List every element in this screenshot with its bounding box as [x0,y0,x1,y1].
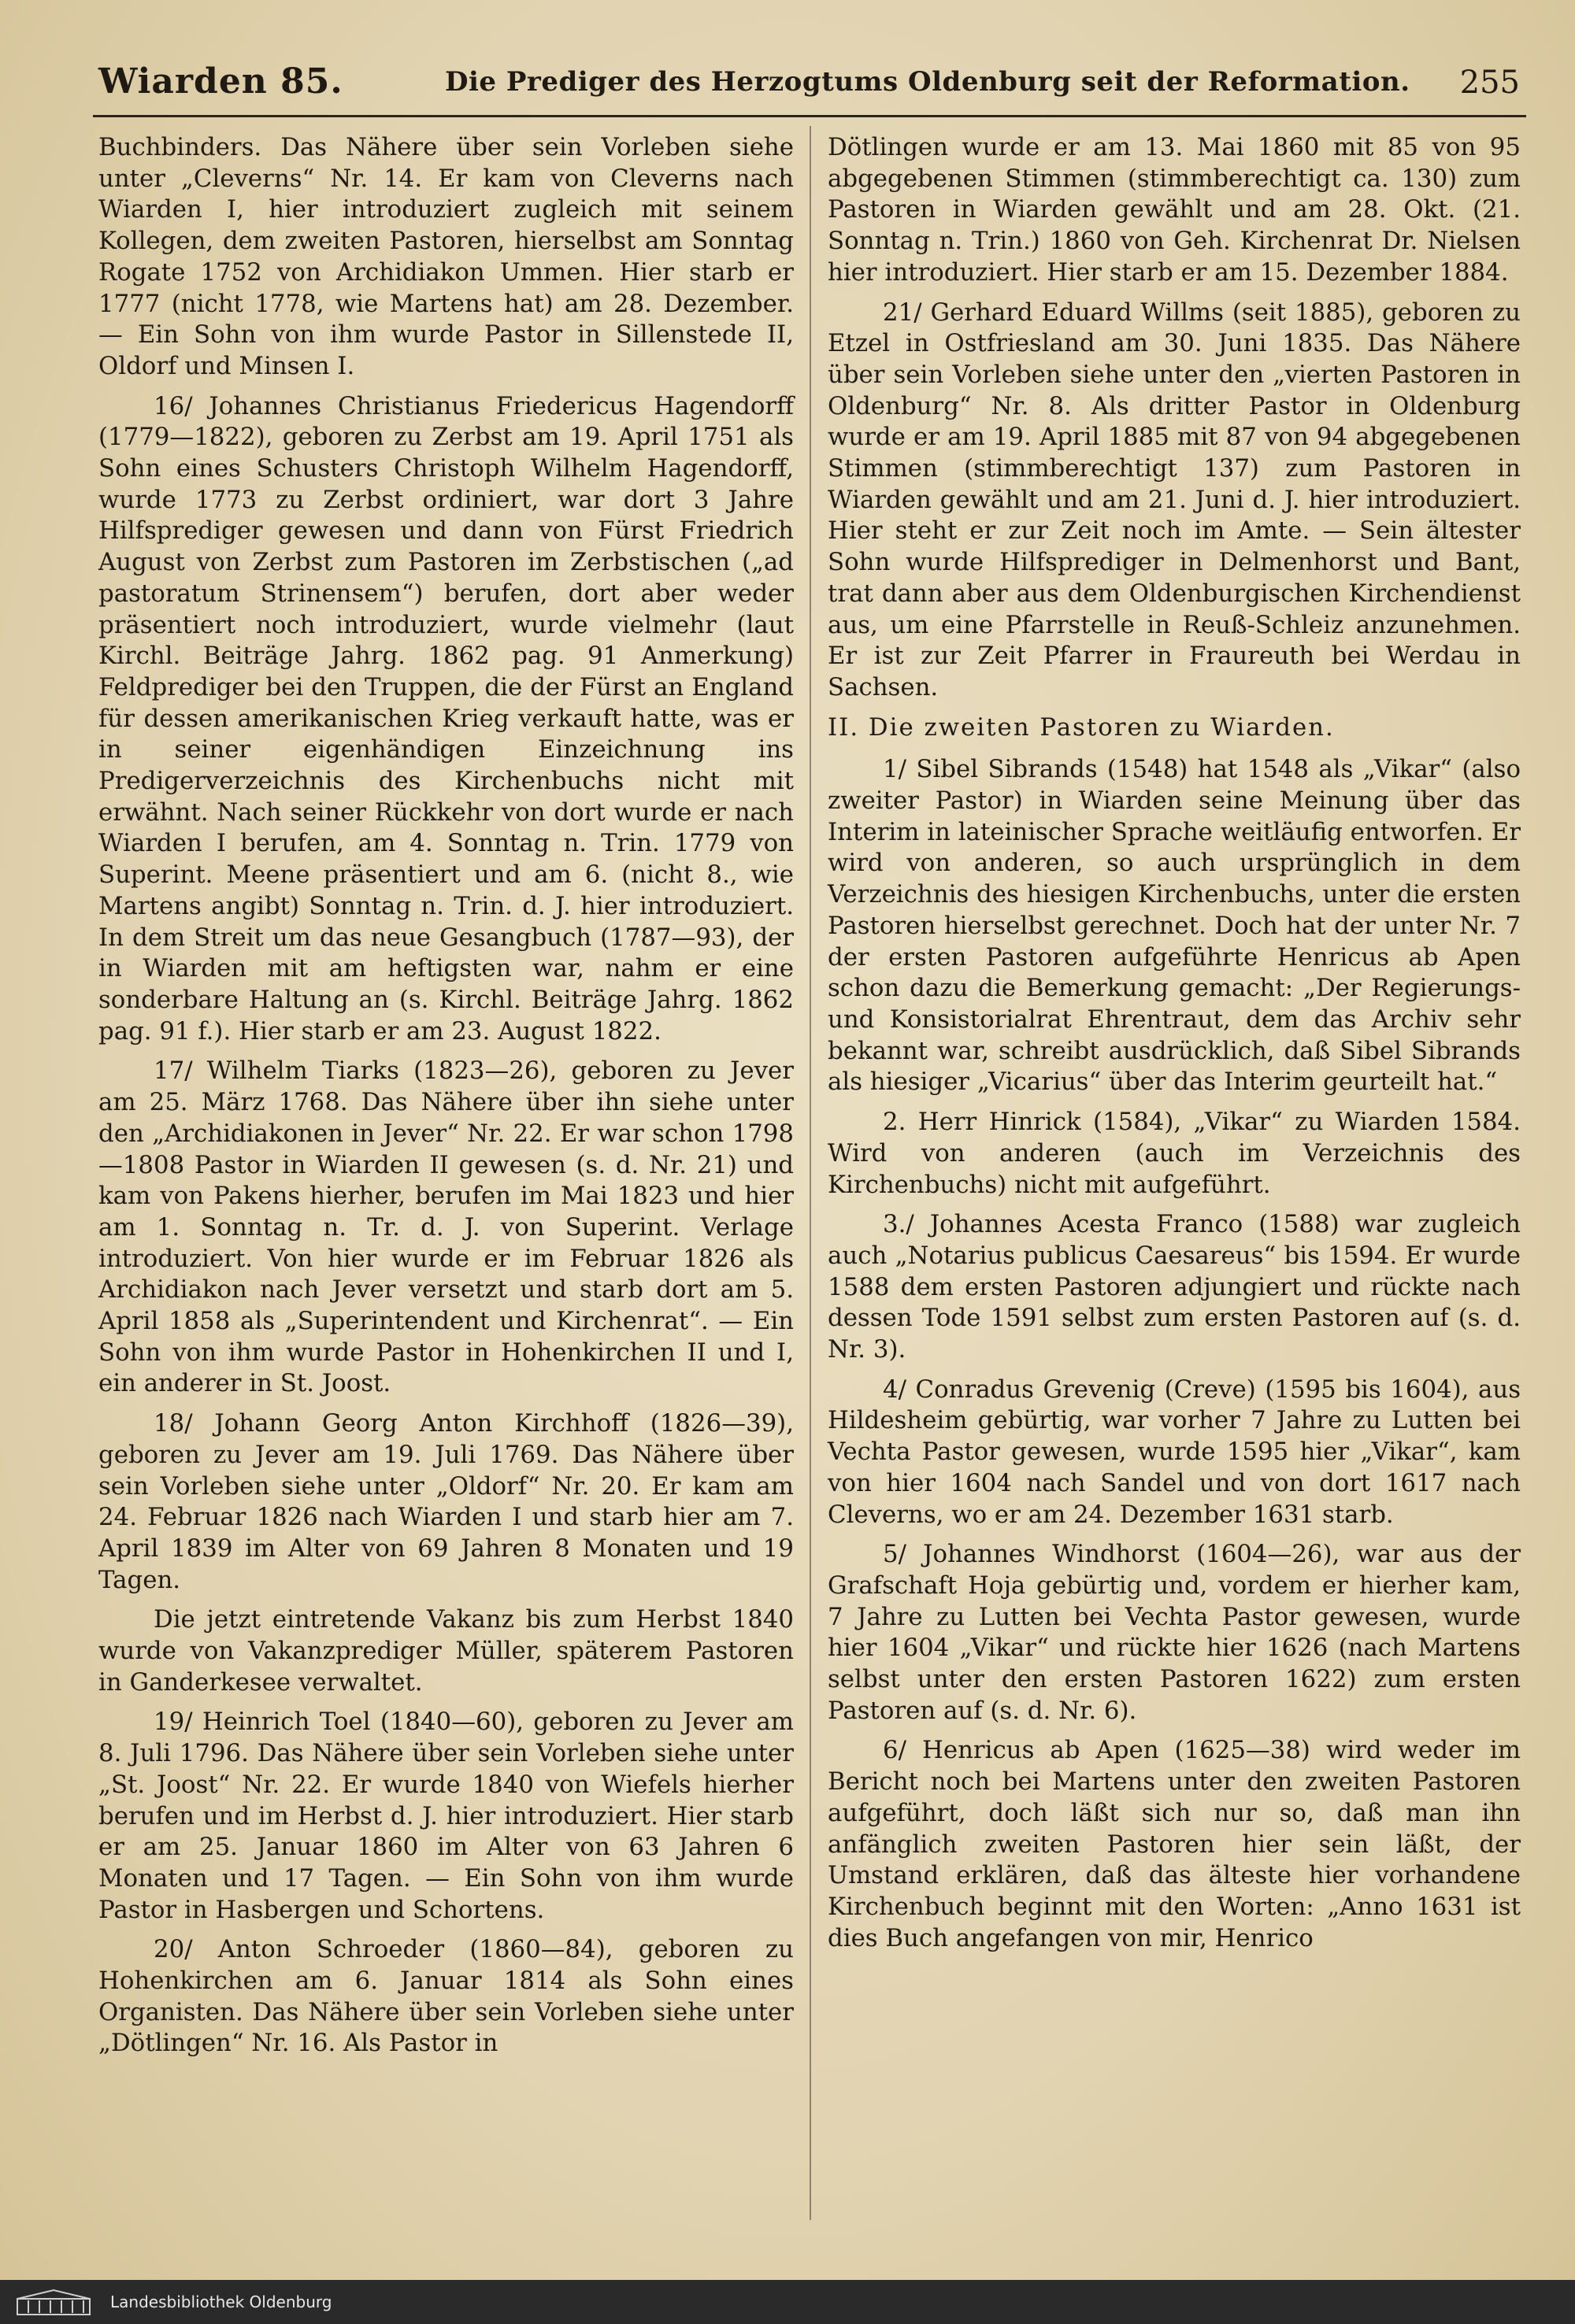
paragraph: 2. Herr Hinrick (1584), „Vikar“ zu Wiarden 1584. Wird von anderen (auch im Verzeichnis des Kirchenbuchs) nicht mit aufgeführt. [828,1108,1521,1199]
right-column [828,132,1521,1963]
paragraph: Die jetzt eintretende Vakanz bis zum Herbst 1840 wurde von Vakanzprediger Müller, späterem Pastoren in Ganderkesee verwaltet. [98,1605,794,1697]
paragraph: Buchbinders. Das Nähere über sein Vorleben siehe unter „Cleverns“ Nr. 14. Er kam von Cleverns nach Wiarden I, hier introduziert zugleich mit seinem Kollegen, dem zweiten Pastoren, hierselbst am Sonntag Rogate 1752 von Archidiakon Ummen. Hier starb er 1777 (nicht 1778, wie Martens hat) am 28. Dezember. — Ein Sohn von ihm wurde Pastor in Sillenstede II, Oldorf und Minsen I. [98,133,794,380]
paragraph: 1/ Sibel Sibrands (1548) hat 1548 als „Vikar“ (also zweiter Pastor) in Wiarden seine Meinung über das Interim in lateinischer Sprache weitläufig entworfen. Er wird von anderen, so auch ursprünglich in dem Verzeichnis des hiesigen Kirchenbuchs, unter die ersten Pastoren hierselbst gerechnet. Doch hat der unter Nr. 7 der ersten Pastoren aufgeführte Henricus ab Apen schon dazu die Bemerkung gemacht: „Der Regierungs- und Konsistorialrat Ehrentraut, dem das Archiv sehr bekannt war, schreibt ausdrücklich, daß Sibel Sibrands als hiesiger „Vicarius“ über das Interim geurteilt hat.“ [828,755,1521,1097]
library-footer [0,2280,1575,2324]
paragraph: 4/ Conradus Grevenig (Creve) (1595 bis 1604), aus Hildesheim gebürtig, war vorher 7 Jahre zu Lutten bei Vechta Pastor gewesen, wurde 1595 hier „Vikar“, kam von hier 1604 nach Sandel und von dort 1617 nach Cleverns, wo er am 24. Dezember 1631 starb. [828,1375,1521,1529]
paragraph: 20/ Anton Schroeder (1860—84), geboren zu Hohenkirchen am 6. Januar 1814 als Sohn eines Organisten. Das Nähere über sein Vorleben siehe unter „Dötlingen“ Nr. 16. Als Pastor in [98,1935,794,2058]
left-column [98,132,794,2068]
page-number: 255 [1459,65,1520,101]
header-rule [93,115,1526,117]
paragraph: 16/ Johannes Christianus Friedericus Hagendorff (1779—1822), geboren zu Zerbst am 19. April 1751 als Sohn eines Schusters Christoph Wilhelm Hagendorff, wurde 1773 zu Zerbst ordiniert, war dort 3 Jahre Hilfsprediger gewesen und dann von Fürst Friedrich August von Zerbst zum Pastoren im Zerbstischen („ad pastoratum Strinensem“) berufen, dort aber weder präsentiert noch introduziert, wurde vielmehr (laut Kirchl. Beiträge Jahrg. 1862 pag. 91 Anmerkung) Feldprediger bei den Truppen, die der Fürst an England für dessen amerikanischen Krieg verkauft hatte, was er in seiner eigenhändigen Einzeichnung ins Predigerverzeichnis des Kirchenbuchs nicht mit erwähnt. Nach seiner Rückkehr von dort wurde er nach Wiarden I berufen, am 4. Sonntag n. Trin. 1779 von Superint. Meene präsentiert und am 6. (nicht 8., wie Martens angibt) Sonntag n. Trin. d. J. hier introduziert. In dem Streit um das neue Gesangbuch (1787—93), der in Wiarden mit am heftigsten war, nahm er eine sonderbare Haltung an (s. Kirchl. Beiträge Jahrg. 1862 pag. 91 f.). Hier starb er am 23. August 1822. [98,391,794,1045]
section-heading: II. Die zweiten Pastoren zu Wiarden. [828,712,1335,742]
running-header [98,61,1520,105]
paragraph: 3./ Johannes Acesta Franco (1588) war zugleich auch „Notarius publicus Caesareus“ bis 1594. Er wurde 1588 dem ersten Pastoren adjungiert und rückte nach dessen Tode 1591 selbst zum ersten Pastoren auf (s. d. Nr. 3). [828,1210,1521,1364]
header-title: Die Prediger des Herzogtums Oldenburg seit der Reformation. [445,66,1410,98]
paragraph: 19/ Heinrich Toel (1840—60), geboren zu Jever am 8. Juli 1796. Das Nähere über sein Vorleben siehe unter „St. Joost“ Nr. 22. Er wurde 1840 von Wiefels hierher berufen und im Herbst d. J. hier introduziert. Hier starb er am 25. Januar 1860 im Alter von 63 Jahren 6 Monaten und 17 Tagen. — Ein Sohn von ihm wurde Pastor in Hasbergen und Schortens. [98,1708,794,1924]
header-location: Wiarden 85. [98,61,343,102]
paragraph: Dötlingen wurde er am 13. Mai 1860 mit 85 von 95 abgegebenen Stimmen (stimmberechtigt ca. 130) zum Pastoren in Wiarden gewählt und am 28. Okt. (21. Sonntag n. Trin.) 1860 von Geh. Kirchenrat Dr. Nielsen hier introduziert. Hier starb er am 15. Dezember 1884. [828,133,1521,287]
paragraph: 5/ Johannes Windhorst (1604—26), war aus der Grafschaft Hoja gebürtig und, vordem er hierher kam, 7 Jahre zu Lutten bei Vechta Pastor gewesen, wurde hier 1604 „Vikar“ und rückte hier 1626 (nach Martens selbst unter den ersten Pastoren 1622) zum ersten Pastoren auf (s. d. Nr. 6). [828,1540,1521,1725]
paragraph: 17/ Wilhelm Tiarks (1823—26), geboren zu Jever am 25. März 1768. Das Nähere über ihn siehe unter den „Archidiakonen in Jever“ Nr. 22. Er war schon 1798—1808 Pastor in Wiarden II gewesen (s. d. Nr. 21) und kam von Pakens hierher, berufen im Mai 1823 und hier am 1. Sonntag n. Tr. d. J. von Superint. Verlage introduziert. Von hier wurde er im Februar 1826 als Archidiakon nach Jever versetzt und starb dort am 5. April 1858 als „Superintendent und Kirchenrat“. — Ein Sohn von ihm wurde Pastor in Hohenkirchen II und I, ein anderer in St. Joost. [98,1057,794,1398]
library-building-icon [14,2288,93,2318]
column-divider [810,126,811,2220]
paragraph: 18/ Johann Georg Anton Kirchhoff (1826—39), geboren zu Jever am 19. Juli 1769. Das Nähere über sein Vorleben siehe unter „Oldorf“ Nr. 20. Er kam am 24. Februar 1826 nach Wiarden I und starb hier am 7. April 1839 im Alter von 69 Jahren 8 Monaten und 19 Tagen. [98,1409,794,1594]
paragraph: 6/ Henricus ab Apen (1625—38) wird weder im Bericht noch bei Martens unter den zweiten Pastoren aufgeführt, doch läßt sich nur so, daß man ihn anfänglich zweiten Pastoren hier sein läßt, der Umstand erklären, daß das älteste hier vorhandene Kirchenbuch beginnt mit den Worten: „Anno 1631 ist dies Buch angefangen von mir, Henrico [828,1736,1521,1952]
footer-label: Landesbibliothek Oldenburg [110,2293,332,2311]
paragraph: 21/ Gerhard Eduard Willms (seit 1885), geboren zu Etzel in Ostfriesland am 30. Juni 1835. Das Nähere über sein Vorleben siehe unter den „vierten Pastoren in Oldenburg“ Nr. 8. Als dritter Pastor in Oldenburg wurde er am 19. April 1885 mit 87 von 94 abgegebenen Stimmen (stimmberechtigt 137) zum Pastoren in Wiarden gewählt und am 21. Juni d. J. hier introduziert. Hier steht er zur Zeit noch im Amte. — Sein ältester Sohn wurde Hilfsprediger in Delmenhorst und Bant, trat dann aber aus dem Oldenburgischen Kirchendienst aus, um eine Pfarrstelle in Reuß-Schleiz anzunehmen. Er ist zur Zeit Pfarrer in Fraureuth bei Werdau in Sachsen. [828,298,1521,701]
